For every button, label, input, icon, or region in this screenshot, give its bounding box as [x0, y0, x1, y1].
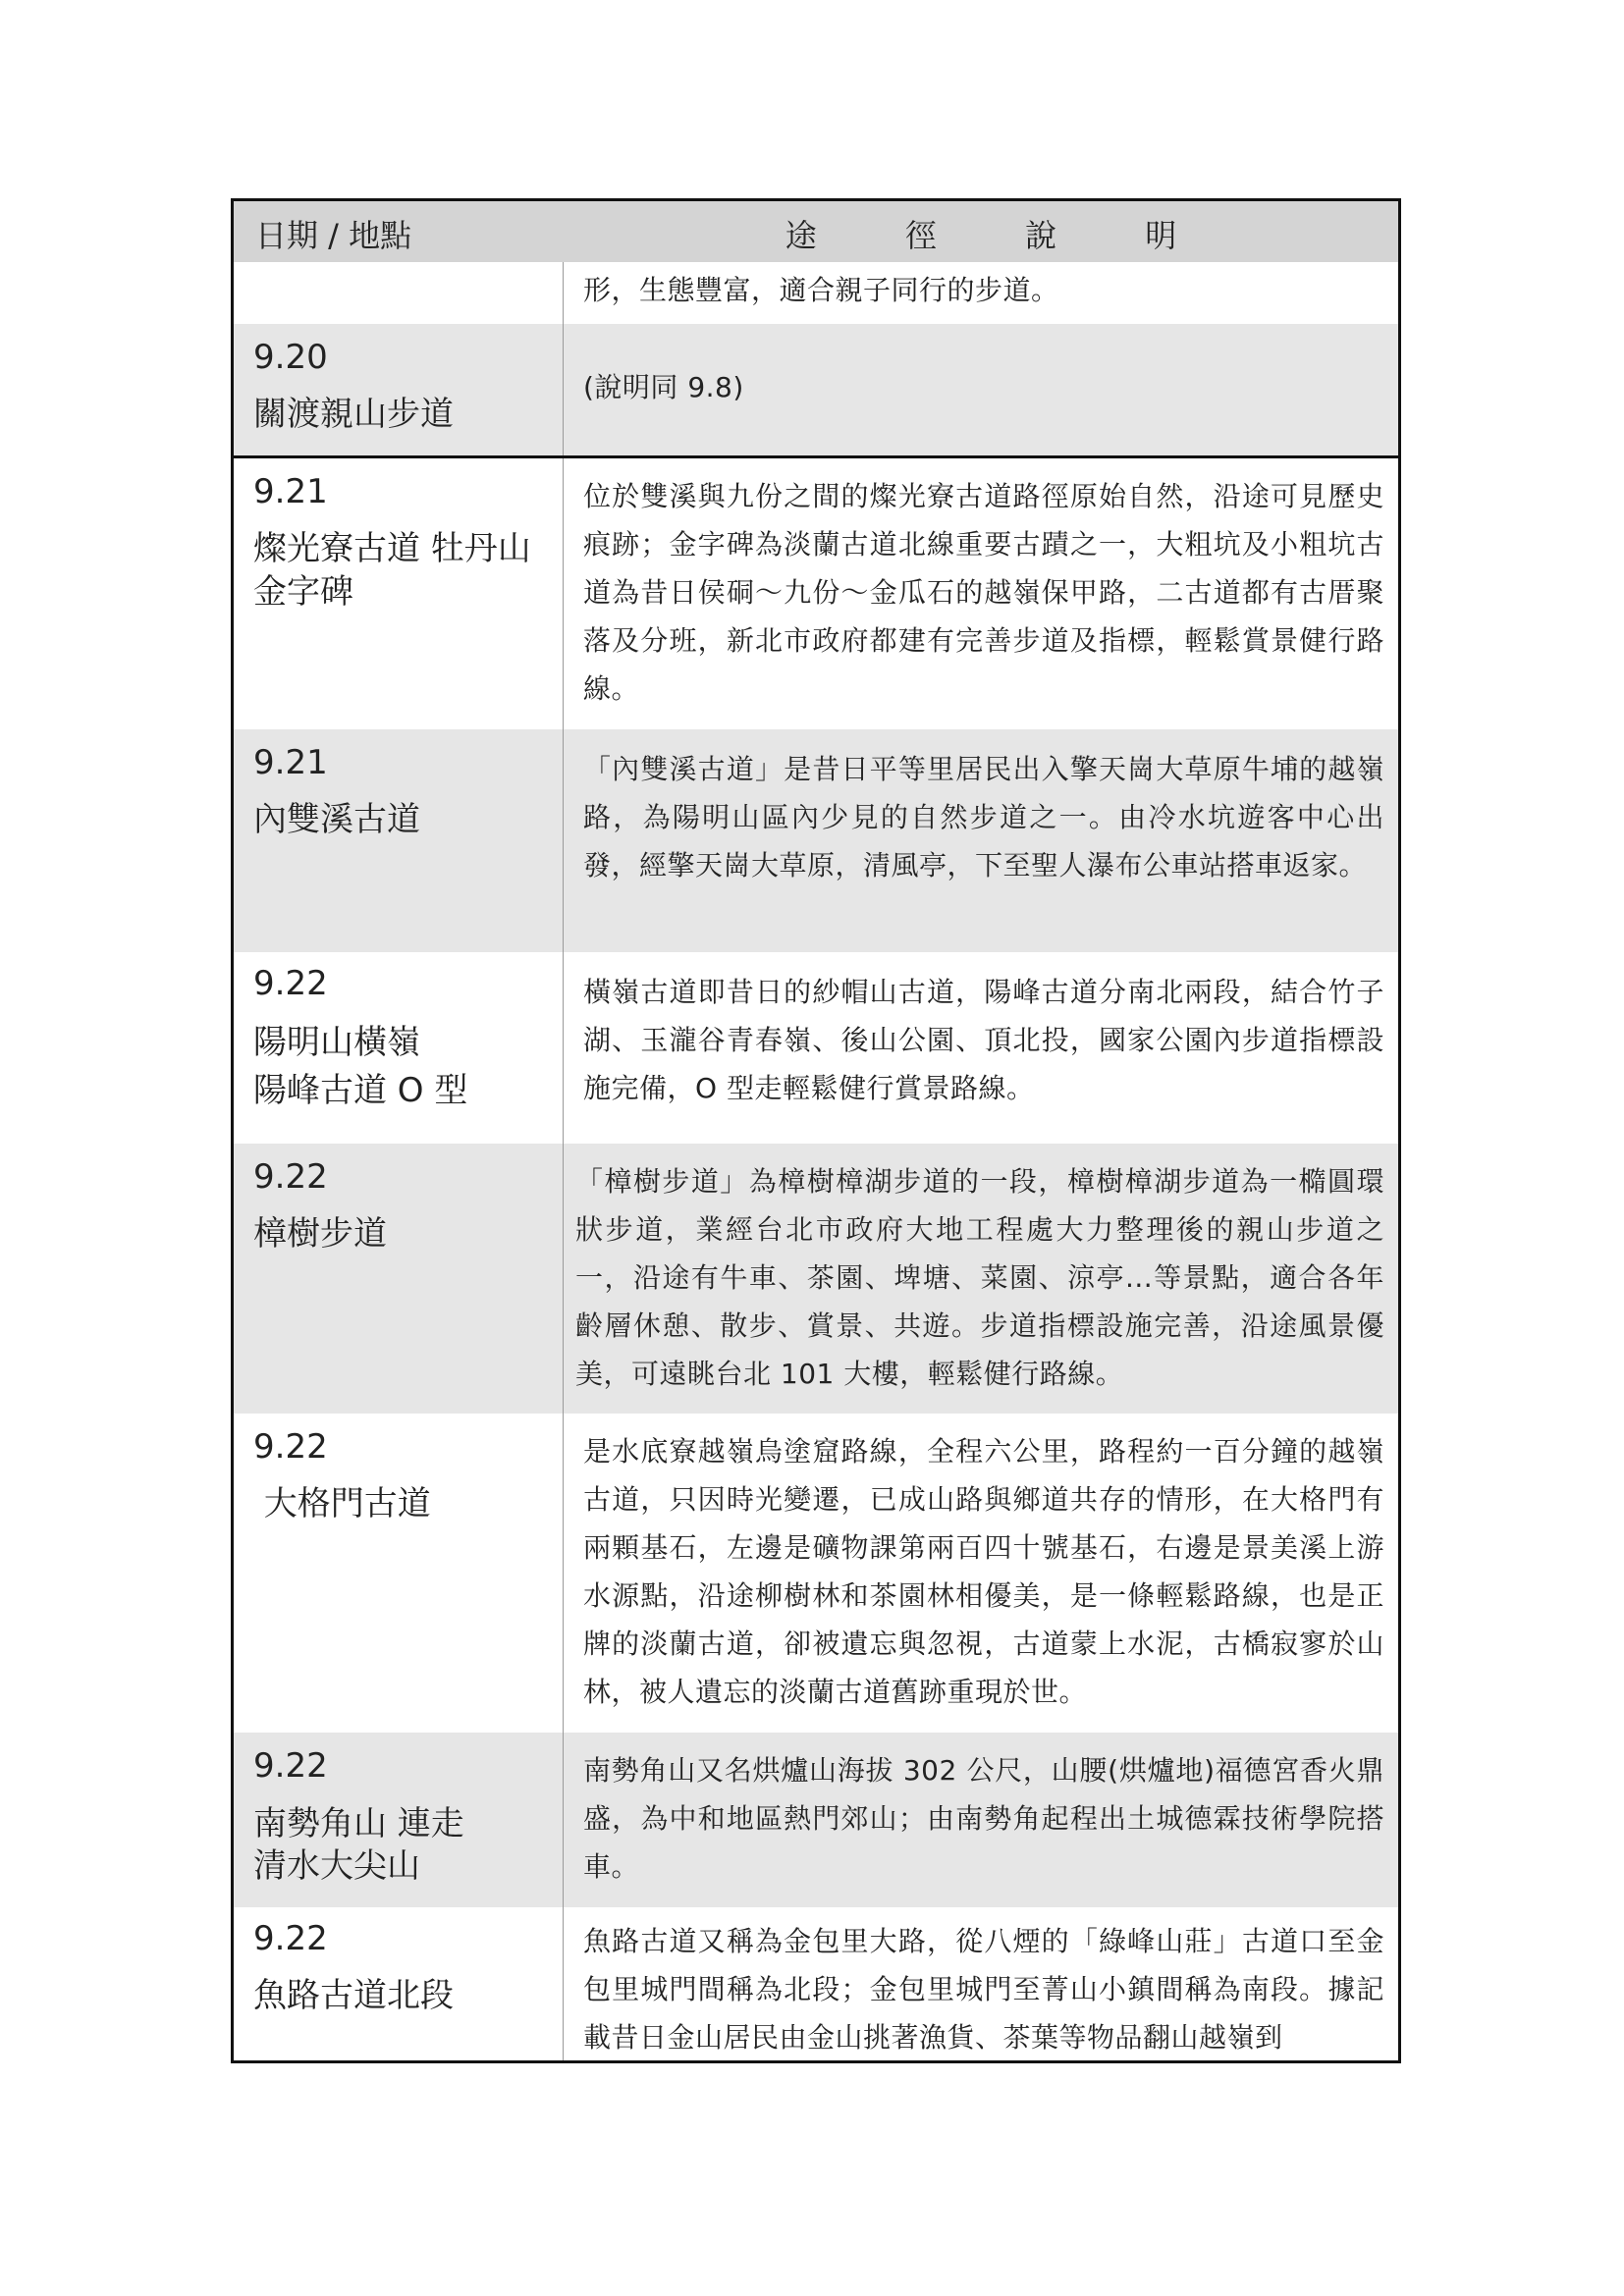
- row-date: 9.21: [253, 472, 328, 511]
- table-row: [234, 262, 1398, 324]
- table-row: [234, 1907, 1398, 2060]
- row-date: 9.22: [253, 1746, 328, 1786]
- table-row: [234, 1414, 1398, 1733]
- row-place: 內雙溪古道: [253, 800, 420, 839]
- row-date: 9.20: [253, 338, 328, 377]
- table-row: [234, 1144, 1398, 1414]
- row-description: 位於雙溪與九份之間的燦光寮古道路徑原始自然，沿途可見歷史痕跡；金字碑為淡蘭古道北線重要古蹟之一，大粗坑及小粗坑古道為昔日侯硐～九份～金瓜石的越嶺保甲路，二古道都有古厝聚落及分班，新北市政府都建有完善步道及指標，輕鬆賞景健行路線。: [583, 480, 1384, 705]
- row-date: 9.22: [253, 1427, 328, 1467]
- table-row: [234, 1733, 1398, 1907]
- table-header: [234, 201, 1398, 263]
- row-date: 9.22: [253, 1157, 328, 1197]
- itinerary-table: [231, 198, 1401, 2063]
- row-date: 9.21: [253, 743, 328, 782]
- header-date-place: 日期 / 地點: [255, 217, 412, 254]
- row-date: 9.22: [253, 1919, 328, 1958]
- row-description: 形，生態豐富，適合親子同行的步道。: [583, 274, 1059, 306]
- row-description: (說明同 9.8): [583, 371, 744, 403]
- row-description: 「內雙溪古道」是昔日平等里居民出入擎天崗大草原牛埔的越嶺路，為陽明山區內少見的自然步道之一。由冷水坑遊客中心出發，經擎天崗大草原，清風亭，下至聖人瀑布公車站搭車返家。: [583, 753, 1384, 881]
- row-description: 魚路古道又稱為金包里大路，從八煙的「綠峰山莊」古道口至金包里城門間稱為北段；金包里城門至菁山小鎮間稱為南段。據記載昔日金山居民由金山挑著漁貨、茶葉等物品翻山越嶺到: [583, 1925, 1384, 2054]
- row-place: 燦光寮古道 牡丹山 金字碑: [253, 529, 531, 613]
- header-route-description: 途 徑 說 明: [785, 217, 1217, 254]
- row-date: 9.22: [253, 964, 328, 1003]
- row-place: 南勢角山 連走 清水大尖山: [253, 1804, 464, 1886]
- row-place: 魚路古道北段: [253, 1976, 454, 2015]
- table-row: [234, 324, 1398, 456]
- row-description: 橫嶺古道即昔日的紗帽山古道，陽峰古道分南北兩段，結合竹子湖、玉瀧谷青春嶺、後山公園、頂北投，國家公園內步道指標設施完備，O 型走輕鬆健行賞景路線。: [583, 976, 1384, 1104]
- table-row: [234, 729, 1398, 952]
- row-place: 關渡親山步道: [253, 395, 454, 434]
- row-place: 樟樹步道: [253, 1214, 387, 1254]
- row-description: 南勢角山又名烘爐山海拔 302 公尺，山腰(烘爐地)福德宮香火鼎盛，為中和地區熱門郊山；由南勢角起程出土城德霖技術學院搭車。: [583, 1754, 1384, 1883]
- row-place: 陽明山橫嶺 陽峰古道 O 型: [253, 1023, 468, 1111]
- table-row: [234, 458, 1398, 729]
- row-place: 大格門古道: [253, 1484, 431, 1523]
- row-description: 「樟樹步道」為樟樹樟湖步道的一段，樟樹樟湖步道為一橢圓環狀步道，業經台北市政府大地工程處大力整理後的親山步道之一，沿途有牛車、茶園、埤塘、菜園、涼亭...等景點，適合各年齡層休憩、散步、賞景、共遊。步道指標設施完善，沿途風景優美，可遠眺台北 101 大樓，輕鬆健行路線。: [575, 1165, 1384, 1390]
- table-row: [234, 952, 1398, 1144]
- row-description: 是水底寮越嶺烏塗窟路線，全程六公里，路程約一百分鐘的越嶺古道，只因時光變遷，已成山路與鄉道共存的情形，在大格門有兩顆基石，左邊是礦物課第兩百四十號基石，右邊是景美溪上游水源點，沿途柳樹林和茶園林相優美，是一條輕鬆路線，也是正牌的淡蘭古道，卻被遺忘與忽視，古道蒙上水泥，古橋寂寥於山林，被人遺忘的淡蘭古道舊跡重現於世。: [583, 1435, 1384, 1708]
